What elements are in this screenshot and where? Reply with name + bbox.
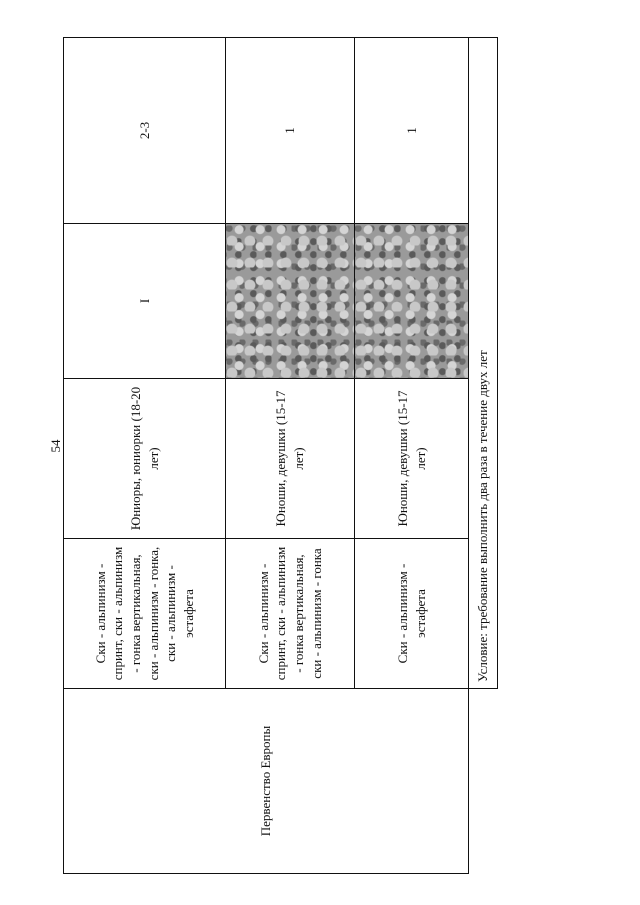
rank-a-cell: I (64, 224, 226, 379)
condition-cell: Условие: требование выполнить два раза в течение двух лет (469, 38, 498, 689)
age-group-cell: Юноши, девушки (15-17 лет) (355, 379, 469, 539)
discipline-cell: Ски - альпинизм - спринт, ски - альпинизм - гонка вертикальная, ски - альпинизм - гонка, ски - альпинизм - эстафета (64, 539, 226, 689)
page-number: 54 (48, 439, 63, 453)
rotated-table-wrapper (63, 38, 497, 874)
condition-row (469, 38, 498, 874)
rank-b-cell: 2-3 (64, 38, 226, 224)
shaded-cell (355, 224, 469, 379)
discipline-cell: Ски - альпинизм - эстафета (355, 539, 469, 689)
competition-cell: Первенство Европы (64, 689, 469, 874)
table-row (64, 38, 226, 874)
empty-cell (469, 689, 498, 874)
discipline-cell: Ски - альпинизм - спринт, ски - альпинизм - гонка вертикальная, ски - альпинизм - гонка (226, 539, 355, 689)
requirements-table (63, 37, 498, 874)
rank-b-cell: 1 (226, 38, 355, 224)
shaded-cell (226, 224, 355, 379)
age-group-cell: Юниоры, юниорки (18-20 лет) (64, 379, 226, 539)
age-group-cell: Юноши, девушки (15-17 лет) (226, 379, 355, 539)
rank-b-cell: 1 (355, 38, 469, 224)
